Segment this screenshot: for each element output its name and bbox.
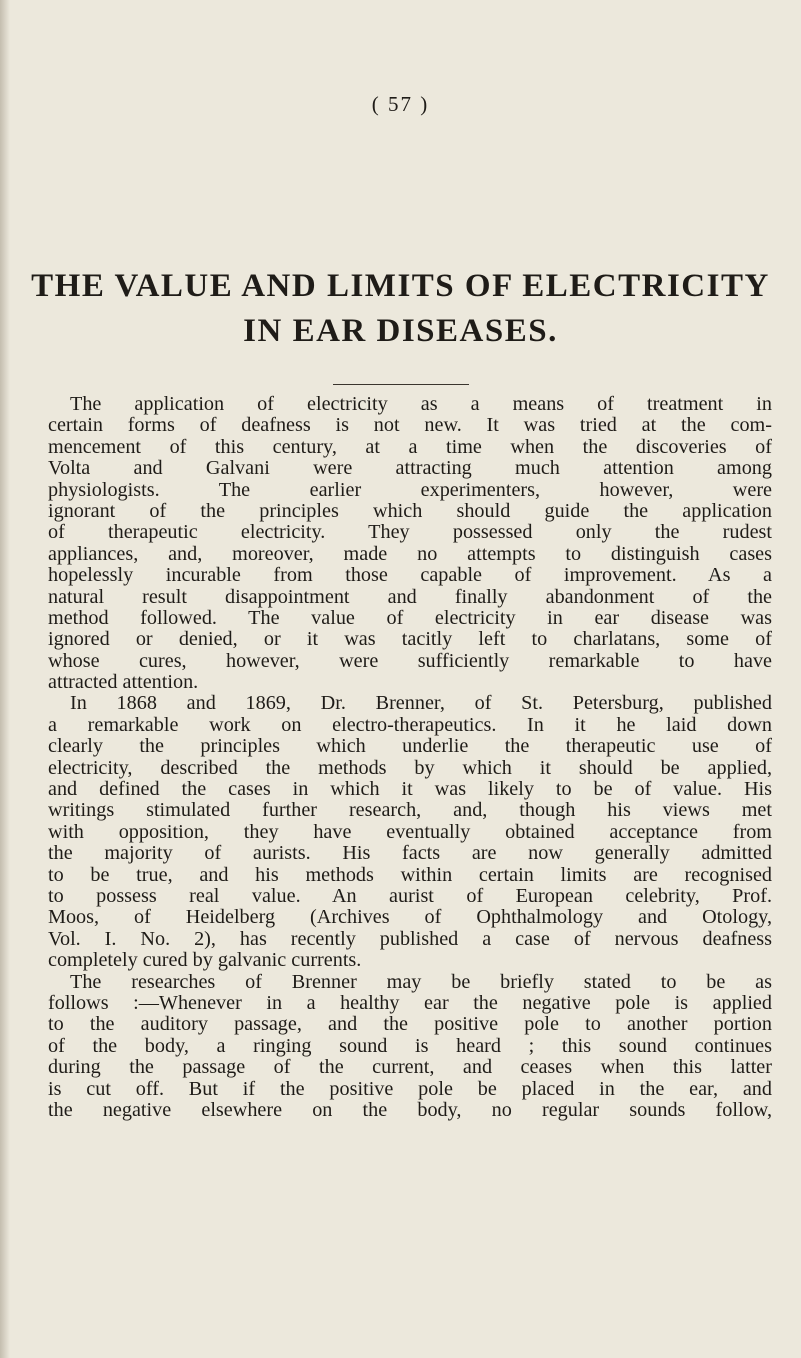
text-line: to be true, and his methods within certain limits are recognised [48, 863, 772, 886]
text-line: electricity, described the methods by which it should be applied, [48, 756, 772, 779]
text-line: follows :—Whenever in a healthy ear the negative pole is applied [48, 991, 772, 1014]
text-line: In 1868 and 1869, Dr. Brenner, of St. Petersburg, published [70, 692, 772, 715]
text-line: of the body, a ringing sound is heard ; this sound continues [48, 1034, 772, 1057]
text-line: writings stimulated further research, and, though his views met [48, 799, 772, 822]
text-line: mencement of this century, at a time when the discoveries of [48, 435, 772, 458]
text-line: and defined the cases in which it was likely to be of value. His [48, 778, 772, 801]
text-line: The application of electricity as a means of treatment in [70, 393, 772, 415]
text-line: the negative elsewhere on the body, no regular sounds follow, [48, 1098, 772, 1121]
text-line: Moos, of Heidelberg (Archives of Ophthalmology and Otology, [48, 906, 772, 929]
text-line: of therapeutic electricity. They possessed only the rudest [48, 521, 772, 544]
text-line: the majority of aurists. His facts are now generally admitted [48, 842, 772, 865]
text-line: method followed. The value of electricity in ear disease was [48, 606, 772, 629]
text-line: attracted attention. [48, 671, 199, 694]
text-line: appliances, and, moreover, made no attempts to distinguish cases [48, 542, 772, 565]
text-line: natural result disappointment and finally abandonment of the [48, 585, 772, 608]
text-line: whose cures, however, were sufficiently remarkable to have [48, 649, 772, 672]
title-divider [333, 384, 469, 385]
text-line: ignored or denied, or it was tacitly left to charlatans, some of [48, 628, 772, 651]
text-line: Vol. I. No. 2), has recently published a case of nervous deafness [48, 927, 772, 950]
text-line: to possess real value. An aurist of European celebrity, Prof. [48, 884, 772, 907]
text-line: clearly the principles which underlie the therapeutic use of [48, 735, 772, 758]
text-line: certain forms of deafness is not new. It was tried at the com- [48, 414, 772, 437]
text-line: is cut off. But if the positive pole be placed in the ear, and [48, 1077, 772, 1100]
text-line: a remarkable work on electro-therapeutics. In it he laid down [48, 713, 772, 736]
page-edge-shadow [0, 0, 10, 1358]
text-line: with opposition, they have eventually obtained acceptance from [48, 820, 772, 843]
text-line: The researches of Brenner may be briefly stated to be as [70, 970, 772, 993]
text-line: during the passage of the current, and ceases when this latter [48, 1056, 772, 1079]
text-line: hopelessly incurable from those capable of improvement. As a [48, 564, 772, 587]
text-line: completely cured by galvanic currents. [48, 949, 362, 972]
chapter-title-line-1: THE VALUE AND LIMITS OF ELECTRICITY [31, 268, 770, 304]
text-line: to the auditory passage, and the positive pole to another portion [48, 1013, 772, 1036]
text-line: Volta and Galvani were attracting much attention among [48, 457, 772, 480]
page-number: ( 57 ) [371, 92, 430, 116]
text-line: physiologists. The earlier experimenters, however, were [48, 478, 772, 501]
text-line: ignorant of the principles which should guide the application [48, 499, 772, 522]
body-text [48, 394, 772, 1121]
chapter-title-line-2: IN EAR DISEASES. [243, 313, 558, 349]
